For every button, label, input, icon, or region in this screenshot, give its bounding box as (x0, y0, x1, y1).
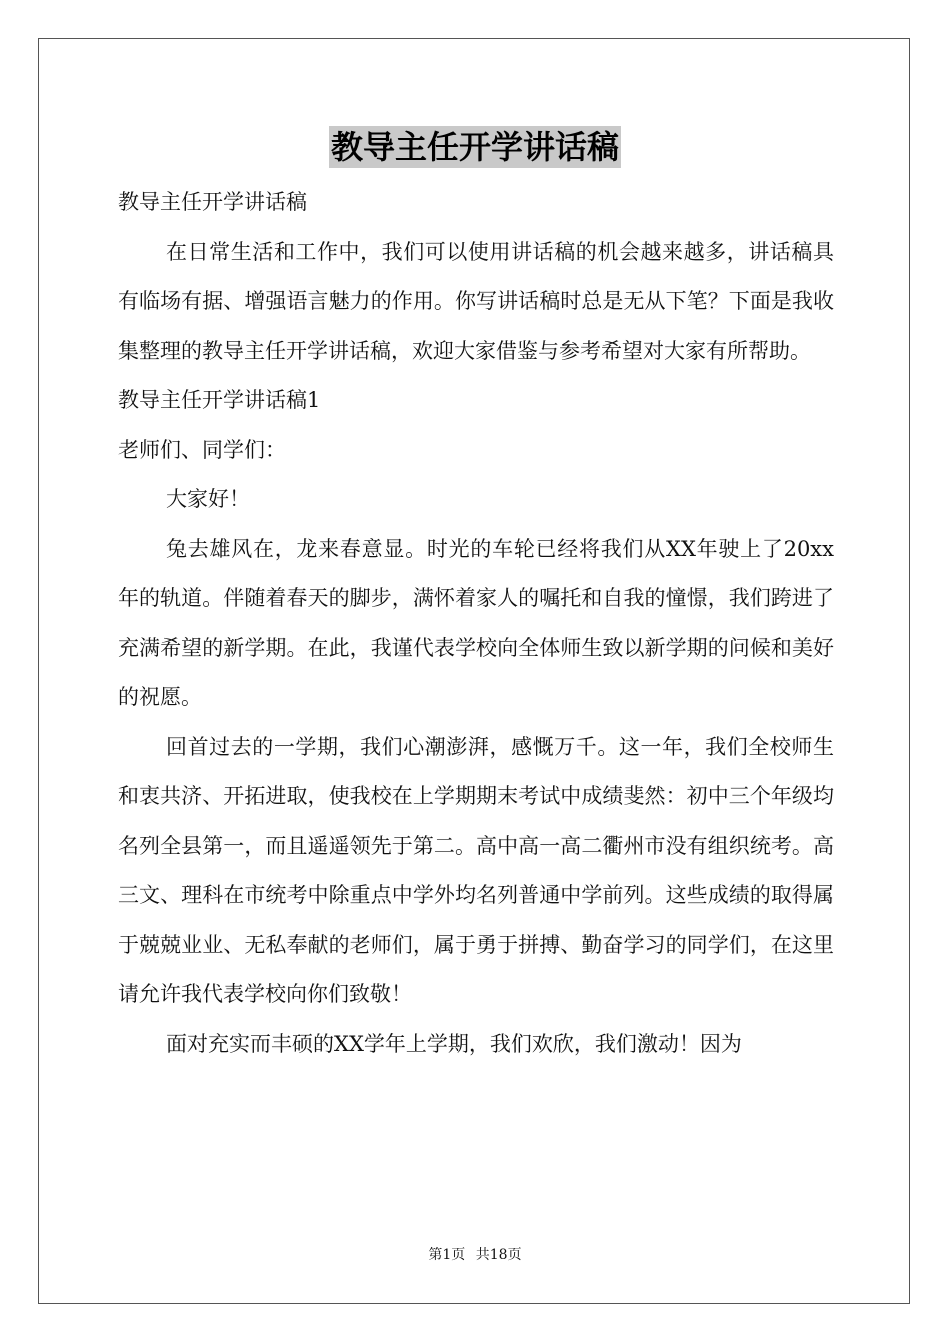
body-paragraph: 回首过去的一学期，我们心潮澎湃，感慨万千。这一年，我们全校师生和衷共济、开拓进取，使我校在上学期期末考试中成绩斐然：初中三个年级均名列全县第一，而且遥遥领先于第二。高中高一高二衢州市没有组织统考。高三文、理科在市统考中除重点中学外均名列普通中学前列。这些成绩的取得属于兢兢业业、无私奉献的老师们，属于勇于拼搏、勤奋学习的同学们，在这里请允许我代表学校向你们致敬！ (118, 734, 834, 1006)
body-paragraph: 面对充实而丰硕的XX学年上学期，我们欢欣，我们激动！因为 (166, 1031, 742, 1056)
page-footer (0, 1244, 950, 1264)
greeting: 大家好！ (166, 487, 250, 511)
intro-paragraph: 在日常生活和工作中，我们可以使用讲话稿的机会越来越多，讲话稿具有临场有据、增强语言魅力的作用。你写讲话稿时总是无从下笔？下面是我收集整理的教导主任开学讲话稿，欢迎大家借鉴与参考希望对大家有所帮助。 (118, 239, 834, 363)
title-container (0, 126, 950, 168)
salutation: 老师们、同学们： (118, 437, 286, 462)
subtitle-paragraph: 教导主任开学讲话稿 (118, 190, 307, 214)
document-title: 教导主任开学讲话稿 (330, 128, 619, 166)
page-number: 第1页 (428, 1247, 466, 1263)
document-body (118, 178, 834, 1069)
section-heading: 教导主任开学讲话稿1 (118, 388, 321, 412)
page-total: 共18页 (475, 1247, 522, 1263)
body-paragraph: 兔去雄风在，龙来春意显。时光的车轮已经将我们从XX年驶上了20xx年的轨道。伴随着春天的脚步，满怀着家人的嘱托和自我的憧憬，我们跨进了充满希望的新学期。在此，我谨代表学校向全体师生致以新学期的问候和美好的祝愿。 (118, 536, 834, 709)
